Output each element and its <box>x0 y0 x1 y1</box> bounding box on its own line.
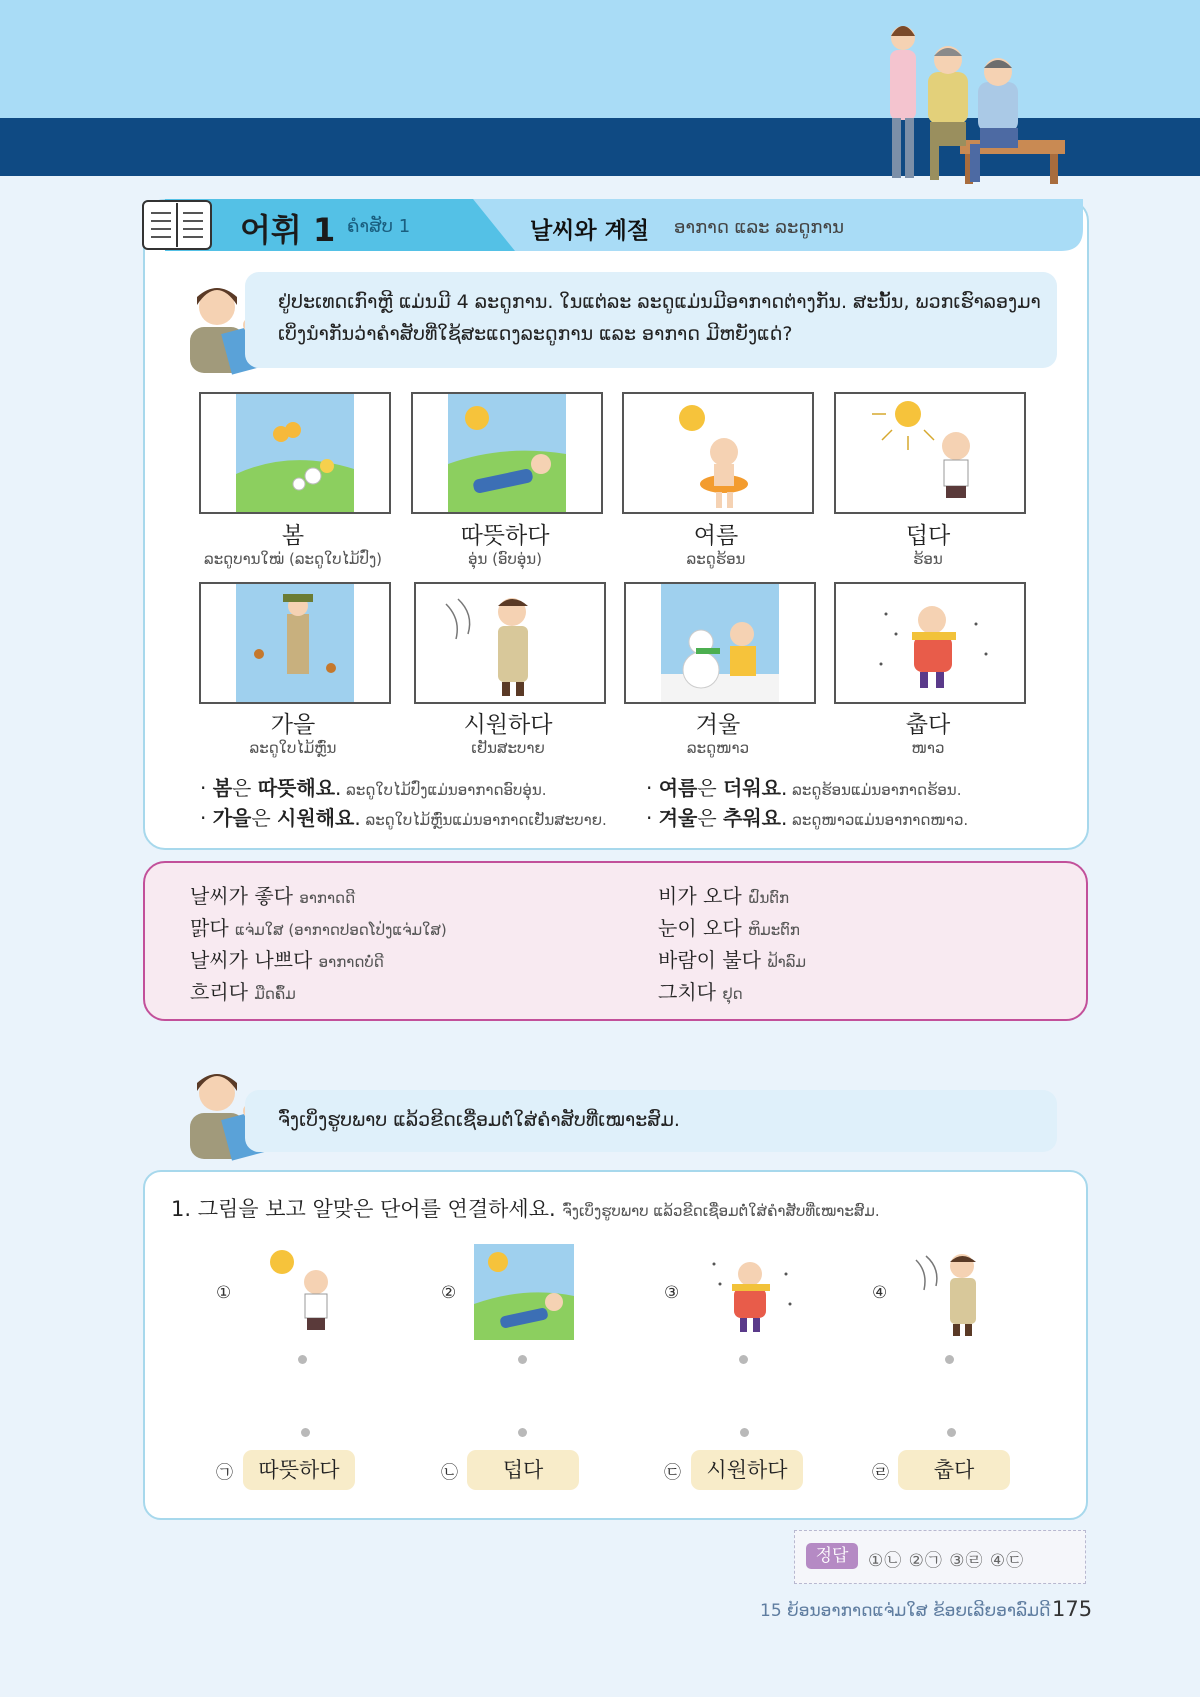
connect-dot-bottom[interactable] <box>740 1428 749 1437</box>
example-sentence: · 겨울은 추워요. ລະດູໜາວແມ່ນອາກາດໜາວ. <box>646 806 969 830</box>
vocab-word: 덥다 <box>905 523 951 549</box>
answer-label: 정답 <box>806 1543 858 1569</box>
answer-text: ①㉡ ②㉠ ③㉣ ④㉢ <box>868 1551 1025 1571</box>
connect-dot-top[interactable] <box>298 1355 307 1364</box>
option-marker: ㉡ <box>441 1463 458 1483</box>
intro-text: ຢູ່ປະເທດເກົາຫຼີ ແມ່ນມີ 4 ລະດູການ. ໃນແຕ່ລະ ລະດູແມ່ນມີອາກາດຕ່າງກັນ. ສະນັ້ນ, ພວກເຮົາລອງມາເບິ່ງນຳກັນວ່າຄຳສັບທີ່ໃຊ້ສະແດງລະດູການ ແລະ ອາກາດ ມີຫຍັງແດ່? <box>278 291 1041 345</box>
expression-item: 눈이 오다 ຫິມະຕົກ <box>658 916 800 940</box>
picture-number: ① <box>216 1283 232 1303</box>
card-autumn-image <box>199 582 391 704</box>
card-spring-image <box>199 392 391 514</box>
expression-item: 맑다 ແຈ່ມໃສ (ອາກາດປອດໂປ່ງແຈ່ມໃສ) <box>190 916 447 940</box>
vocab-word: 겨울 <box>695 712 741 738</box>
card-hot-image <box>834 392 1026 514</box>
expression-item: 흐리다 ມືດຄຶ້ມ <box>190 980 296 1004</box>
example-sentence: · 봄은 따뜻해요. ລະດູໃບໄມ້ປົ່ງແມ່ນອາກາດອົບອຸ່ນ. <box>200 776 547 800</box>
picture-number: ③ <box>664 1283 680 1303</box>
expression-item: 그치다 ຢຸດ <box>658 980 743 1004</box>
vocab-word: 봄 <box>281 523 305 549</box>
connect-dot-bottom[interactable] <box>947 1428 956 1437</box>
picture-number: ② <box>441 1283 457 1303</box>
card-summer-image <box>622 392 814 514</box>
picture-number: ④ <box>872 1283 888 1303</box>
exercise-title: 1. 그림을 보고 알맞은 단어를 연결하세요. ຈົ່ງເບິ່ງຮູບພາບ ແລ້ວຂີດເຊື່ອມຕໍ່ໃສ່ຄຳສັບທີ່ເໝາະສົມ. <box>171 1197 880 1221</box>
chapter-footer: 15 ຍ້ອນອາກາດແຈ່ມໃສ ຂ້ອຍເລີຍອາລົມດີ <box>760 1601 1051 1621</box>
vocab-meaning: ລະດູຮ້ອນ <box>686 550 746 568</box>
vocab-meaning: ລະດູບານໃໝ່ (ລະດູໃບໄມ້ປົ່ງ) <box>203 550 383 568</box>
vocab-meaning: ຮ້ອນ <box>913 550 943 568</box>
option-marker: ㉢ <box>664 1463 681 1483</box>
exercise-picture-hot <box>250 1244 350 1340</box>
vocab-word: 따뜻하다 <box>460 523 550 549</box>
option-marker: ㉠ <box>216 1463 233 1483</box>
book-icon <box>141 199 213 251</box>
section-title: 어휘 1 <box>240 211 336 249</box>
connect-dot-top[interactable] <box>945 1355 954 1364</box>
section-subtitle: ຄຳສັບ 1 <box>347 216 411 237</box>
card-winter-image <box>624 582 816 704</box>
vocab-word: 가을 <box>270 712 316 738</box>
option-word[interactable]: 덥다 <box>467 1450 579 1490</box>
exercise-picture-cold <box>700 1244 800 1340</box>
option-marker: ㉣ <box>872 1463 889 1483</box>
example-sentence: · 여름은 더워요. ລະດູຮ້ອນແມ່ນອາກາດຮ້ອນ. <box>646 776 962 800</box>
exercise-instruction: ຈົ່ງເບິ່ງຮູບພາບ ແລ້ວຂີດເຊື່ອມຕໍ່ໃສ່ຄຳສັບທີ່ເໝາະສົມ. <box>278 1109 680 1131</box>
vocab-word: 춥다 <box>905 712 951 738</box>
vocab-word: 여름 <box>693 523 739 549</box>
page-number: 175 <box>1052 1597 1093 1621</box>
expression-item: 날씨가 좋다 ອາກາດດີ <box>190 884 356 908</box>
card-cold-image <box>834 582 1026 704</box>
connect-dot-top[interactable] <box>739 1355 748 1364</box>
connect-dot-bottom[interactable] <box>518 1428 527 1437</box>
vocab-meaning: ລະດູໃບໄມ້ຫຼົ່ນ <box>249 739 337 757</box>
option-word[interactable]: 춥다 <box>898 1450 1010 1490</box>
connect-dot-bottom[interactable] <box>301 1428 310 1437</box>
vocab-meaning: ເຢັນສະບາຍ <box>471 739 545 757</box>
option-word[interactable]: 따뜻하다 <box>243 1450 355 1490</box>
vocab-word: 시원하다 <box>463 712 553 738</box>
expression-item: 비가 오다 ຝົນຕົກ <box>658 884 790 908</box>
card-cool-image <box>414 582 606 704</box>
topic-subtitle: ອາກາດ ແລະ ລະດູການ <box>674 217 845 238</box>
people-illustration <box>870 10 1070 200</box>
topic-title <box>530 212 649 245</box>
topic-title-text: 날씨와 계절 <box>530 218 650 244</box>
option-word[interactable]: 시원하다 <box>691 1450 803 1490</box>
connect-dot-top[interactable] <box>518 1355 527 1364</box>
exercise-picture-warm <box>474 1244 574 1340</box>
exercise-picture-cool <box>904 1244 1004 1340</box>
expression-item: 날씨가 나쁘다 ອາກາດບໍ່ດີ <box>190 948 384 972</box>
expression-item: 바람이 불다 ຟ້າລົມ <box>658 948 806 972</box>
card-warm-image <box>411 392 603 514</box>
vocab-meaning: ໜາວ <box>911 739 945 757</box>
vocab-meaning: ລະດູໜາວ <box>686 739 750 757</box>
vocab-meaning: ອຸ່ນ (ອົບອຸ່ນ) <box>467 550 543 568</box>
example-sentence: · 가을은 시원해요. ລະດູໃບໄມ້ຫຼົ່ນແມ່ນອາກາດເຢັນສະບາຍ. <box>200 806 607 830</box>
